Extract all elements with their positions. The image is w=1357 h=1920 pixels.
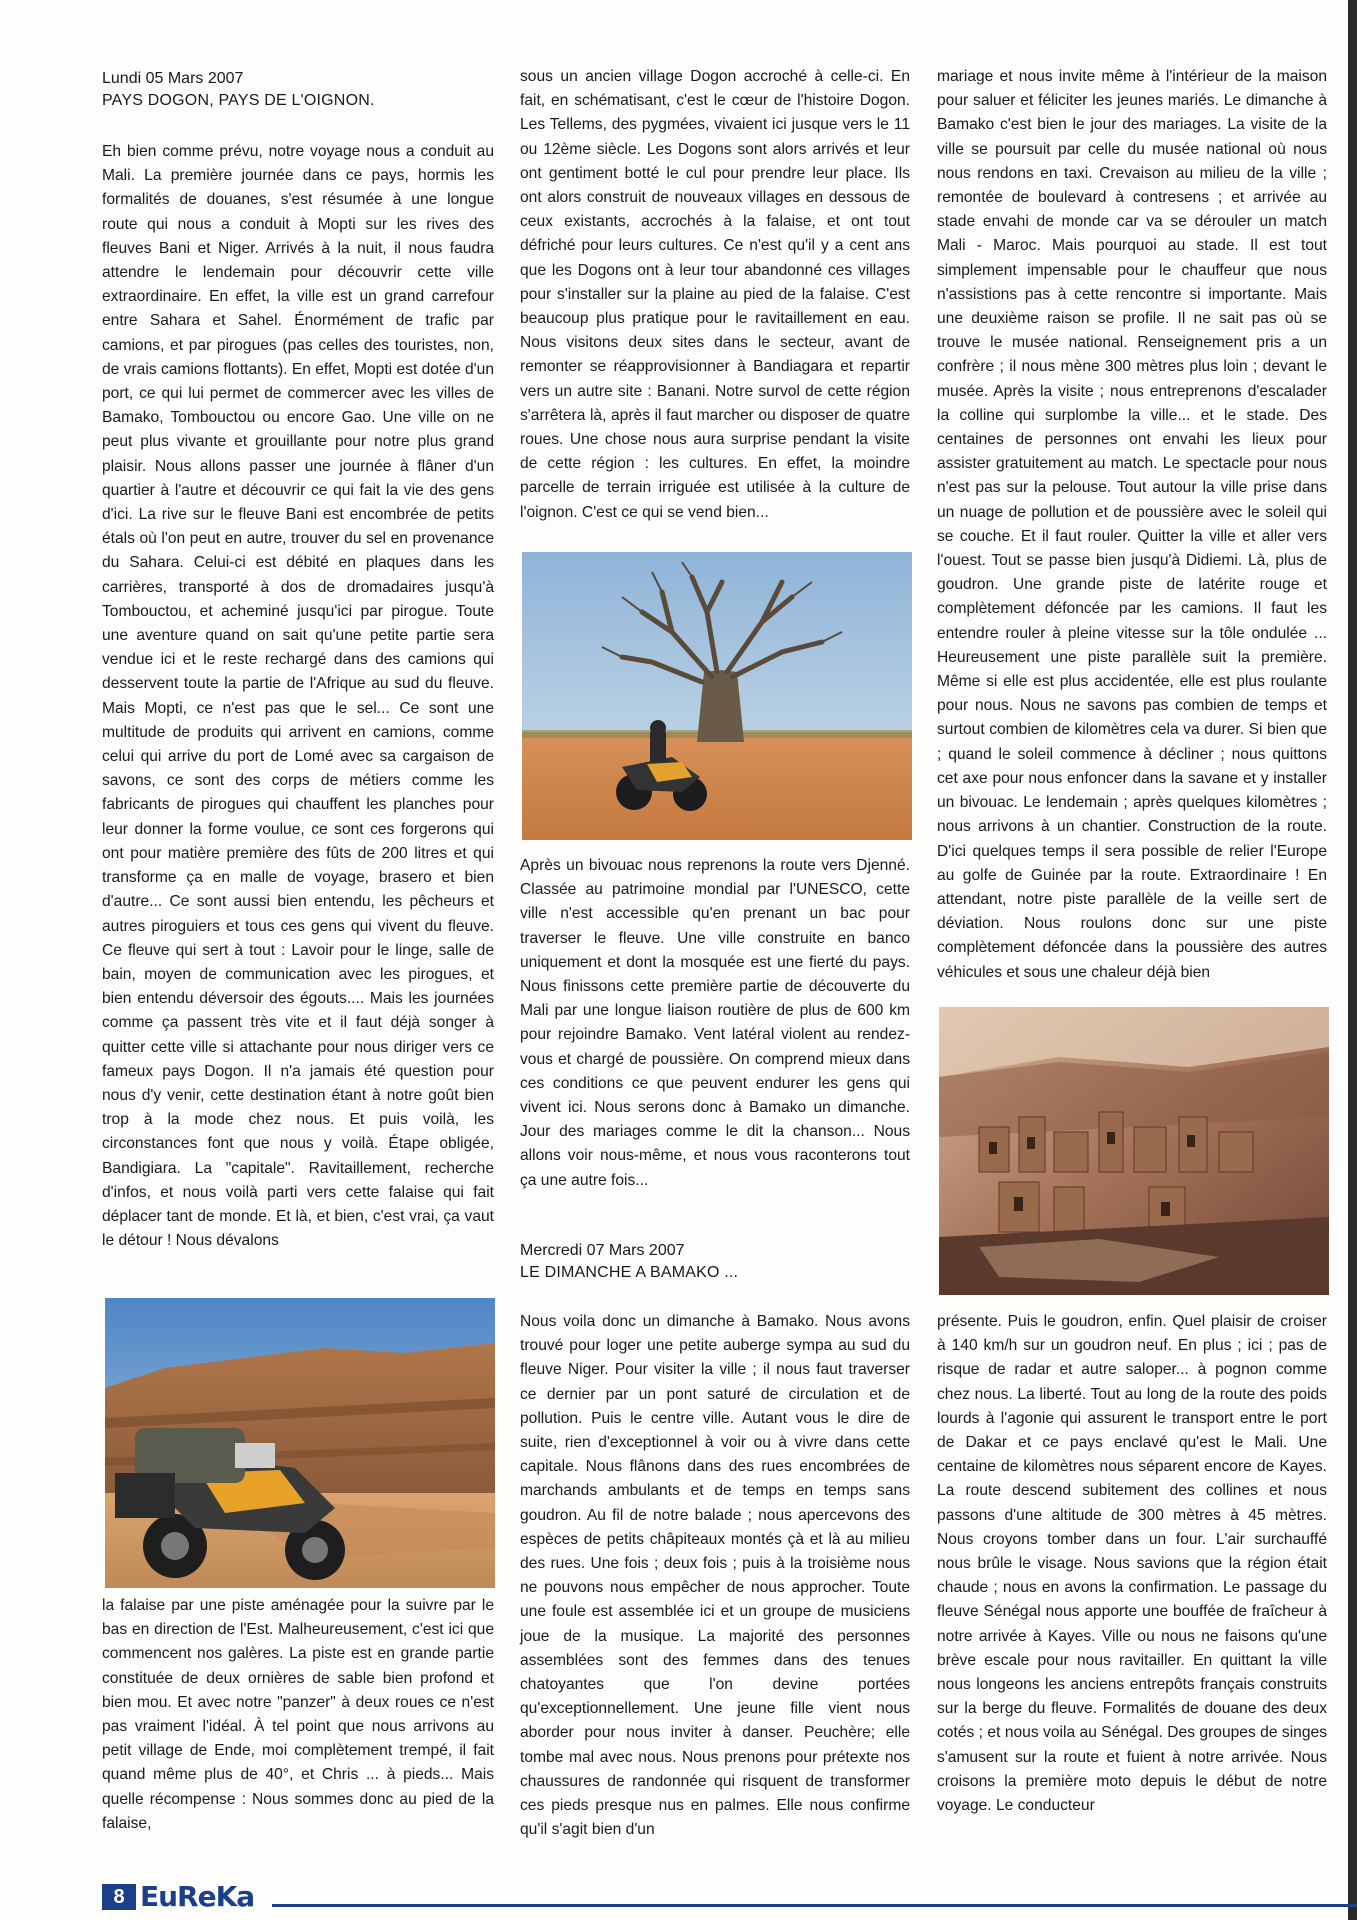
- article2-col3-bottom-text: présente. Puis le goudron, enfin. Quel plaisir de croiser à 140 km/h sur un goudron neuf. En plus ; ici ; pas de risque de radar et autre saloper... à pognon comme chez nous. La liberté. Tout au long de la route des poids lourds à l'agonie qui assurent le transport entre le port de Dakar et ce pays enclavé qu'est le Mali. Une centaine de kilomètres nous séparent encore de Kayes. La route descend subitement des collines et nous passons d'une altitude de 300 mètres à 45 mètres. Nous croyons tomber dans un four. L'air surchauffé nous brûle le visage. Nous savions que la région était chaude ; nous en avons la confirmation. Le passage du fleuve Sénégal nous apporte une bouffée de fraîcheur à notre arrivée à Kayes. Ville ou nous ne faisons qu'une brève escale pour nous ravitailler. En quittant la ville nous longeons les anciens entrepôts français construits sur la berge du fleuve. Formalités de douane des deux cotés ; et nous voila au Sénégal. Des groupes de singes s'amusent sur la route et fuient à notre arrivée. Nous croisons la première moto depuis le début de notre voyage. Le conducteur: [937, 1313, 1327, 1815]
- article1-col2-top-text: sous un ancien village Dogon accroché à celle-ci. En fait, en schématisant, c'est le cœur de l'histoire Dogon. Les Tellems, des pygmées, vivaient ici jusque vers le 11 ou 12ème siècle. Les Dogons sont alors arrivés et leur ont gentiment botté le cul pour prendre leur place. Ils ont alors construit de nouveaux villages en dessous de ceux existants, accrochés à la falaise, et ont tout défriché pour leurs cultures. Ce n'est qu'il y a cent ans que les Dogons ont à leur tour abandonné ces villages pour s'installer sur la plaine au pied de la falaise. C'est beaucoup plus pratique pour le ravitaillement en eau. Nous visitons deux sites dans le secteur, avant de remonter se réapprovisionner à Bandiagara et repartir vers un autre site : Banani. Notre survol de cette région s'arrêtera là, après il faut marcher ou disposer de quatre roues. Une chose nous aura surprise pendant la visite de cette région : les cultures. En effet, la moindre parcelle de terrain irriguée est utilisée à la culture de l'oignon. C'est ce qui se vend bien...: [520, 68, 910, 521]
- page-number: 8: [102, 1884, 136, 1910]
- article1-col1-top-text: Eh bien comme prévu, notre voyage nous a conduit au Mali. La première journée dans ce pays, hormis les formalités de douanes, s'est résumée à une longue route qui nous a conduit à Mopti sur les rives des fleuves Bani et Niger. Arrivés à la nuit, il nous faudra attendre le lendemain pour découvrir cette ville extraordinaire. En effet, la ville est un grand carrefour entre Sahara et Sahel. Énormément de trafic par camions, et par pirogues (pas celles des touristes, non, de vrais camions flottants). En effet, Mopti est dotée d'un port, ce qui lui permet de commercer avec les villes de Bamako, Tombouctou ou encore Gao. Une ville on ne peut plus vivante et grouillante pour notre plus grand plaisir. Nous allons passer une journée à flâner d'un quartier à l'autre et découvrir ce qui fait la vie des gens d'ici. La rive sur le fleuve Bani est encombrée de petits étals où l'on peut en autre, trouver du sel en provenance du Sahara. Celui-ci est débité en plaques dans les carrières, transporté à dos de dromadaires jusqu'à Tombouctou, et acheminé jusqu'ici par pirogue. Toute une aventure quand on sait qu'une petite partie sera vendue ici et le reste rechargé dans des camions qui desservent toute la partie de l'Afrique au sud du fleuve. Mais Mopti, ce n'est pas que le sel... Ce sont une multitude de produits qui arrivent en camions, comme celui qui arrive du port de Lomé avec sa cargaison de savons, ce sont des corps de métiers comme les fabricants de pirogues qui chauffent les planches pour leur donner la forme voulue, ce sont ces forgerons qui ont pour matière première des fûts de 200 litres et qui transforme ça en malle de voyage, brasero et bien d'autre... Ce sont aussi bien entendu, les pêcheurs et autres piroguiers et tous ces gens qui vivent du fleuve. Ce fleuve qui sert à tout : Lavoir pour le linge, salle de bain, moyen de communication avec les pirogues, et bien entendu déversoir des égouts.... Mais les journées comme ça passent très vite et il faut déjà songer à quitter cette ville si attachante pour nous diriger vers ce fameux pays Dogon. Il n'a jamais été question pour nous d'y venir, cette destination étant à notre goût bien trop à la mode chez nous. Et puis voilà, les circonstances font que nous y voilà. Étape obligée, Bandigiara. La "capitale". Ravitaillement, recherche d'infos, et nous voilà parti vers cette falaise qui fait déplacer tant de monde. Et là, et bien, c'est vrai, ça vaut le détour ! Nous dévalons: [102, 143, 494, 1250]
- column2-bottom: [520, 1310, 910, 1855]
- article2-title: LE DIMANCHE A BAMAKO ...: [520, 1264, 739, 1281]
- article1-date: Lundi 05 Mars 2007: [102, 70, 244, 87]
- column3-bottom: [937, 1310, 1327, 1855]
- article1-heading: [102, 68, 432, 112]
- page-edge: [1348, 0, 1357, 1920]
- magazine-logo: EuReKa: [140, 1880, 255, 1913]
- article1-col1-bottom-text: la falaise par une piste aménagée pour la suivre par le bas en direction de l'Est. Malheureusement, c'est ici que commencent nos galères. La piste est en grande partie constituée de deux ornières de sable bien profond et bien mou. Et avec notre "panzer" à deux roues ce n'est pas vraiment l'idéal. À tel point que nous arrivons au petit village de Ende, moi complètement trempé, il fait quand même plus de 40°, et Chris ... à pieds... Mais quelle récompense : Nous sommes donc au pied de la falaise,: [102, 1597, 494, 1832]
- baobab-motorcycle-photo: [522, 552, 912, 840]
- column2-top: [520, 65, 910, 545]
- article2-col3-top-text: mariage et nous invite même à l'intérieur de la maison pour saluer et féliciter les jeunes mariés. Le dimanche à Bamako c'est bien le jour des mariages. La visite de la ville se poursuit par celle du musée national où nous nous rendons en taxi. Crevaison au milieu de la ville ; remontée de boulevard à contresens ; et arrivée au stade envahi de monde car va se dérouler un match Mali - Maroc. Mais pourquoi au stade. Il est tout simplement impensable pour le chauffeur que nous n'assistions pas à cette rencontre si importante. Mais une deuxième raison se profile. Il ne sait pas où se trouve le musée national. Renseignement pris a un confrère ; il nous mène 300 mètres plus loin ; devant le musée. Après la visite ; nous entreprenons d'escalader la colline qui surplombe la ville... et le stade. Des centaines de personnes ont envahi les lieux pour assister gratuitement au match. Le spectacle pour nous n'est pas sur la pelouse. Tout autour la ville prise dans un nuage de pollution et de poussière avec le soleil qui se couche. Et il faut rouler. Quitter la ville et aller vers l'ouest. Tout se passe bien jusqu'à Didiemi. Là, plus de goudron. Une grande piste de latérite rouge et complètement défoncée par les camions. Il faut les entendre rouler à pleine vitesse sur la tôle ondulée ... Heureusement une piste parallèle suit la première. Même si elle est plus accidentée, elle est plus roulante pour nous. Nous ne savons pas combien de temps et surtout combien de kilomètres cela va durer. Si bien que ; quand le soleil commence à décliner ; nous quittons cet axe pour nous enfoncer dans la savane et y installer un bivouac. Le lendemain ; après quelques kilomètres ; nous arrivons à un chantier. Construction de la route. D'ici quelques temps il sera possible de relier l'Europe au golfe de Guinée par la route. Extraordinaire ! En attendant, notre piste parallèle de la veille sert de déviation. Nous roulons donc sur une piste complètement défoncée dans la poussière des autres véhicules et sous une chaleur déjà bien: [937, 68, 1327, 981]
- dogon-cliff-village-photo: [939, 1007, 1329, 1295]
- column3-top: [937, 65, 1327, 1000]
- column2-middle: [520, 854, 910, 1214]
- article2-date: Mercredi 07 Mars 2007: [520, 1242, 685, 1259]
- article2-col2-text: Nous voila donc un dimanche à Bamako. Nous avons trouvé pour loger une petite auberge sympa au sud du fleuve Niger. Pour visiter la ville ; il nous faut traverser ce dernier par un pont saturé de circulation et de pollution. Puis le centre ville. Autant vous le dire de suite, rien d'exceptionnel à voir ou à vivre dans cette capitale. Nous flânons dans des rues encombrées de marchands ambulants et de temps en temps sans goudron. Au fil de notre balade ; nous apercevons des espèces de petits châpiteaux montés çà et là au milieu des rues. Une fois ; deux fois ; puis à la troisième nous ne pouvons nous empêcher de nous approcher. Toute une foule est assemblée ici et un groupe de musiciens joue de la musique. La majorité des personnes assemblées sont des femmes dans des tenues chatoyantes que l'on devine portées qu'exceptionnellement. Une jeune fille vient nous aborder pour nous inviter à danser. Peuchère; elle tombe mal avec nous. Nous prenons pour prétexte nos chaussures de randonnée qui risquent de transformer ces pieds presque nus en palmes. Elle nous confirme qu'il s'agit bien d'un: [520, 1313, 910, 1839]
- article1-title: PAYS DOGON, PAYS DE L'OIGNON.: [102, 92, 375, 109]
- motorcycle-cliff-photo: [105, 1298, 495, 1588]
- article2-heading: [520, 1240, 910, 1284]
- column1-bottom: [102, 1594, 494, 1854]
- article1-col2-bottom-text: Après un bivouac nous reprenons la route vers Djenné. Classée au patrimoine mondial par l'UNESCO, cette ville n'est accessible qu'en prenant un bac pour traverser le fleuve. Une ville construite en banco uniquement et dont la mosquée est une fierté du pays. Nous finissons cette première partie de découverte du Mali par une longue liaison routière de plus de 600 km pour rejoindre Bamako. Vent latéral violent au rendez-vous et chargé de poussière. On comprend mieux dans ces conditions ce que peuvent endurer les gens qui vivent ici. Nous serons donc à Bamako un dimanche. Jour des mariages comme le dit la chanson... Nous allons voir nous-même, et nous vous raconterons tout ça une autre fois...: [520, 857, 910, 1189]
- column1-top: [102, 140, 494, 1292]
- footer-rule: [272, 1904, 1357, 1907]
